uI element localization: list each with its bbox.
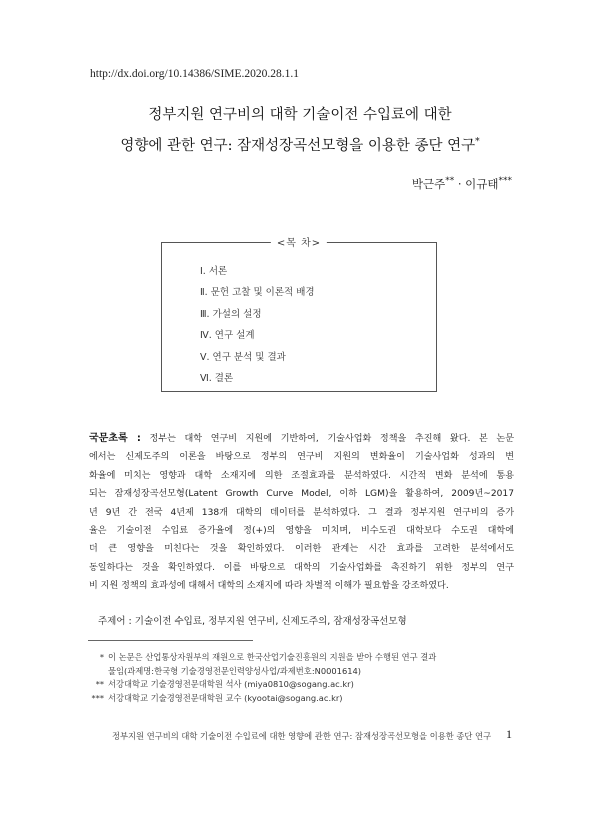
- paper-title-line-2: [40, 134, 560, 155]
- toc-item: Ⅲ. 가설의 설정: [200, 308, 262, 320]
- author-separator: ·: [454, 177, 466, 191]
- abstract-line: 비 지원 정책의 효과성에 대해서 대학의 소재지에 따라 차별적 이해가 필요함을 강조하였다.: [89, 581, 449, 592]
- abstract-line: 화율에 미치는 영향과 대학 소재지에 의한 조절효과를 분석하였다. 시간적 변화 분석에 통용: [89, 470, 514, 481]
- footnotes: [88, 651, 518, 705]
- paper-title-line-1: [40, 103, 560, 124]
- footnote-mark: *: [99, 652, 104, 662]
- toc-item: Ⅴ. 연구 분석 및 결과: [200, 351, 286, 363]
- paper-title-text-1: 정부지원 연구비의 대학 기술이전 수입료에 대한: [148, 107, 452, 123]
- title-footnote-mark: *: [475, 137, 480, 148]
- footnote-text: 서강대학교 기술경영전문대학원 석사 (miya0810@sogang.ac.kr): [108, 679, 354, 689]
- toc-item: Ⅵ. 결론: [200, 372, 234, 384]
- abstract-line: 년 9년 간 전국 4년제 138개 대학의 데이터를 분석하였다. 그 결과 정부지원 연구비의 증가: [89, 507, 514, 518]
- author-name: 박근주: [411, 177, 446, 191]
- author-footnote-mark: **: [445, 176, 455, 187]
- footnote-text-continued: 물임(과제명:한국형 기술경영전문인력양성사업/과제번호:N0001614): [108, 665, 362, 676]
- footnote-text: 이 논문은 산업통상자원부의 재원으로 한국산업기술진흥원의 지원을 받아 수행된 연구 결과: [108, 652, 437, 662]
- footnote-mark: ***: [91, 692, 104, 703]
- abstract-line: 되는 잠재성장곡선모형(Latent Growth Curve Model, 이하 LGM)을 활용하여, 2009년~2017: [89, 489, 514, 500]
- toc-item: Ⅰ. 서론: [200, 266, 228, 277]
- abstract-line: 율은 기술이전 수입료 증가율에 정(+)의 영향을 미치며, 비수도권 대학보다 수도권 대학에: [89, 525, 514, 536]
- footnote: [88, 678, 518, 692]
- page-number: 1: [506, 727, 512, 741]
- footnote: [88, 692, 518, 706]
- abstract-line-text: 정부는 대학 연구비 지원에 기반하여, 기술사업화 정책을 추진해 왔다. 본 논문: [140, 434, 514, 444]
- paper-title-text-2: 영향에 관한 연구: 잠재성장곡선모형을 이용한 종단 연구: [120, 138, 476, 154]
- korean-abstract: [89, 430, 514, 596]
- footnote-mark: **: [95, 679, 104, 689]
- toc-list: [200, 265, 315, 393]
- abstract-line: 동일하다는 것을 확인하였다. 이를 바탕으로 대학의 기술사업화를 촉진하기 위한 정부의 연구: [89, 562, 514, 573]
- abstract-line: 에서는 신제도주의 이론을 바탕으로 정부의 연구비 지원의 변화율이 기술사업화 성과의 변: [89, 452, 514, 463]
- doi-link[interactable]: http://dx.doi.org/10.14386/SIME.2020.28.1.1: [90, 68, 300, 80]
- toc-item: Ⅱ. 문헌 고찰 및 이론적 배경: [200, 287, 315, 299]
- abstract-line: [89, 430, 514, 448]
- footnote-divider: [88, 640, 253, 641]
- table-of-contents: [161, 238, 437, 392]
- footnote-text: 서강대학교 기술경영전문대학원 교수 (kyootai@sogang.ac.kr): [108, 692, 343, 703]
- footnote: [88, 651, 518, 678]
- toc-header: <목 차>: [271, 234, 327, 249]
- author-footnote-mark: ***: [498, 176, 512, 187]
- author-list: [412, 176, 512, 192]
- toc-item: Ⅳ. 연구 설계: [200, 330, 255, 342]
- abstract-line: 더 큰 영향을 미친다는 것을 확인하였다. 이러한 관계는 시간 효과를 고려한 분석에서도: [89, 544, 514, 555]
- author-name: 이규태: [465, 177, 499, 191]
- keywords: 주제어 : 기술이전 수입료, 정부지원 연구비, 신제도주의, 잠재성장곡선모형: [98, 616, 407, 627]
- abstract-label: 국문초록 :: [89, 433, 141, 444]
- running-footer: 정부지원 연구비의 대학 기술이전 수입료에 대한 영향에 관한 연구: 잠재성장곡선모형을 이용한 종단 연구: [112, 731, 492, 741]
